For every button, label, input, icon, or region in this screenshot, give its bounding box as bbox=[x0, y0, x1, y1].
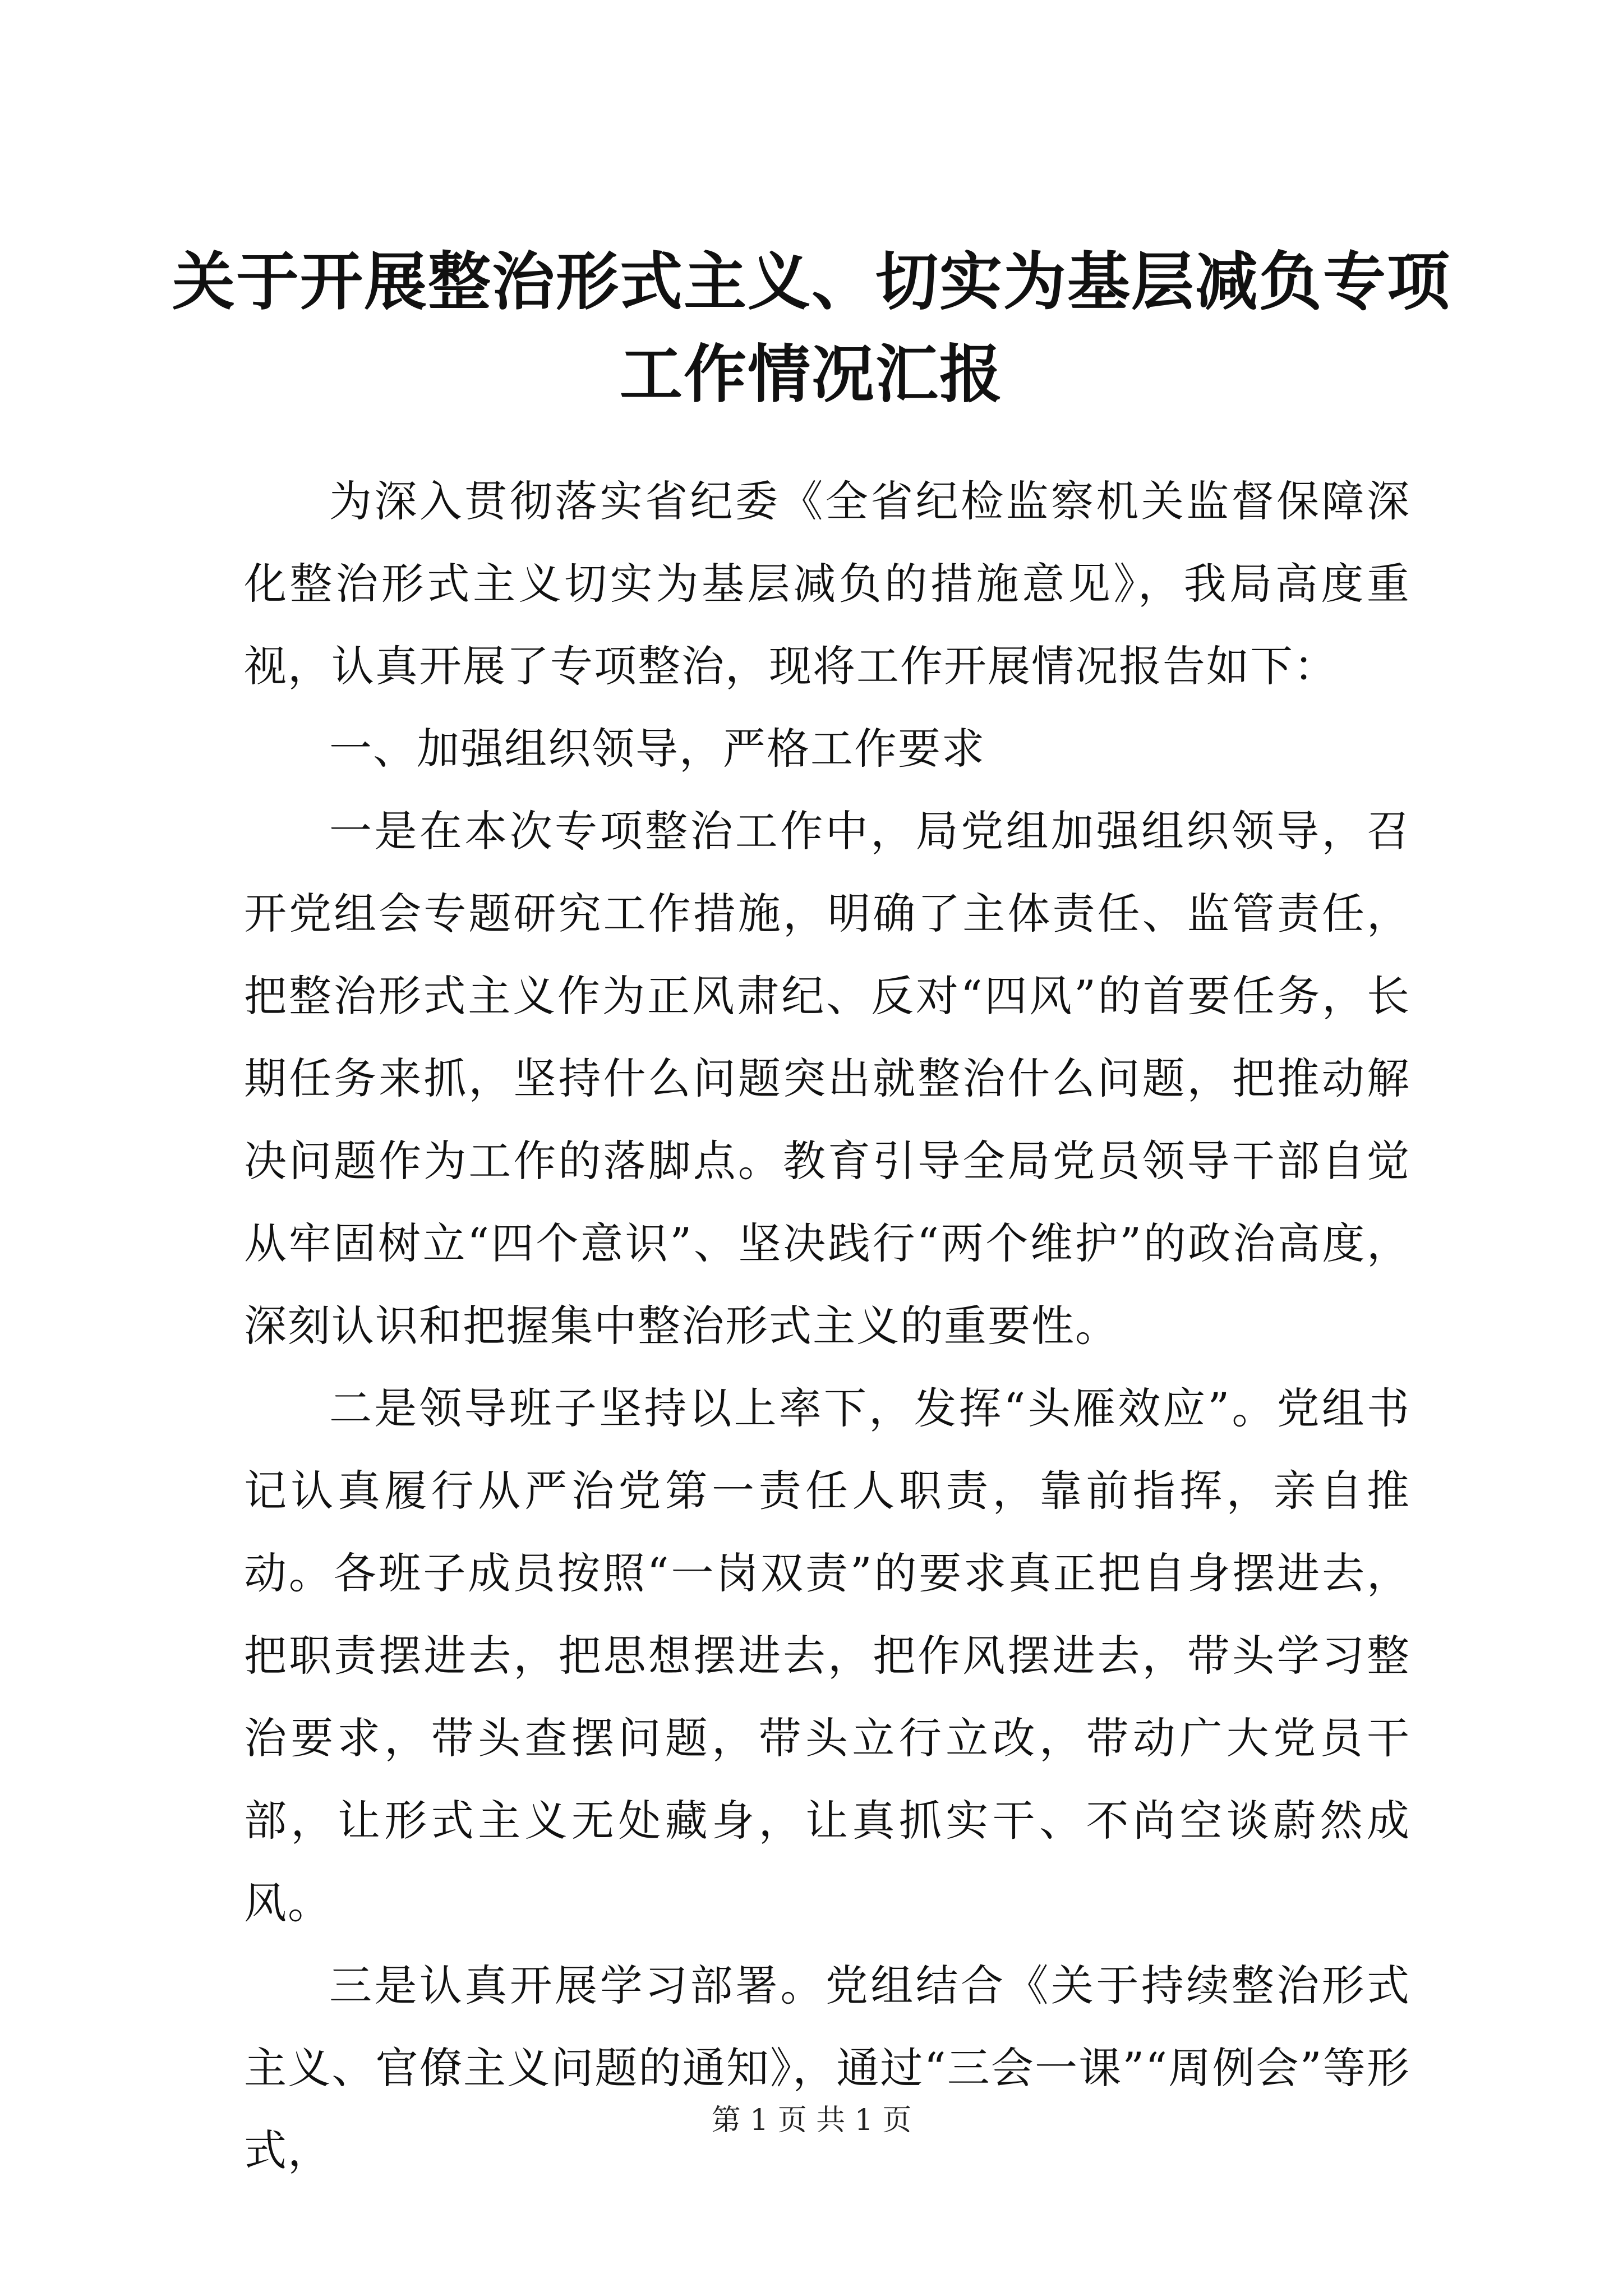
title-line-1: 关于开展整治形式主义、切实为基层减负专项 bbox=[172, 245, 1451, 319]
paragraph-point-1: 一是在本次专项整治工作中，局党组加强组织领导，召开党组会专题研究工作措施，明确了主体责任、监管责任，把整治形式主义作为正风肃纪、反对“四风”的首要任务，长期任务来抓，坚持什么问题突出就整治什么问题，把推动解决问题作为工作的落脚点。教育引导全局党员领导干部自觉从牢固树立“四个意识”、坚决践行“两个维护”的政治高度，深刻认识和把握集中整治形式主义的重要性。 bbox=[244, 806, 1410, 1351]
document-title bbox=[168, 236, 1455, 421]
title-line-2: 工作情况汇报 bbox=[620, 338, 1003, 411]
paragraph-point-2: 二是领导班子坚持以上率下，发挥“头雁效应”。党组书记认真履行从严治党第一责任人职责，靠前指挥，亲自推动。各班子成员按照“一岗双责”的要求真正把自身摆进去，把职责摆进去，把思想摆进去，把作风摆进去，带头学习整治要求，带头查摆问题，带头立行立改，带动广大党员干部，让形式主义无处藏身，让真抓实干、不尚空谈蔚然成风。 bbox=[244, 1383, 1410, 1928]
paragraph-intro: 为深入贯彻落实省纪委《全省纪检监察机关监督保障深化整治形式主义切实为基层减负的措施意见》，我局高度重视，认真开展了专项整治，现将工作开展情况报告如下： bbox=[244, 476, 1410, 691]
page-footer: 第 1 页 共 1 页 bbox=[711, 2104, 912, 2137]
paragraph-point-3: 三是认真开展学习部署。党组结合《关于持续整治形式主义、官僚主义问题的通知》，通过“三会一课”“周例会”等形式， bbox=[244, 1961, 1410, 2175]
document-body bbox=[244, 460, 1410, 2192]
section-heading-1: 一、加强组织领导，严格工作要求 bbox=[329, 724, 985, 774]
